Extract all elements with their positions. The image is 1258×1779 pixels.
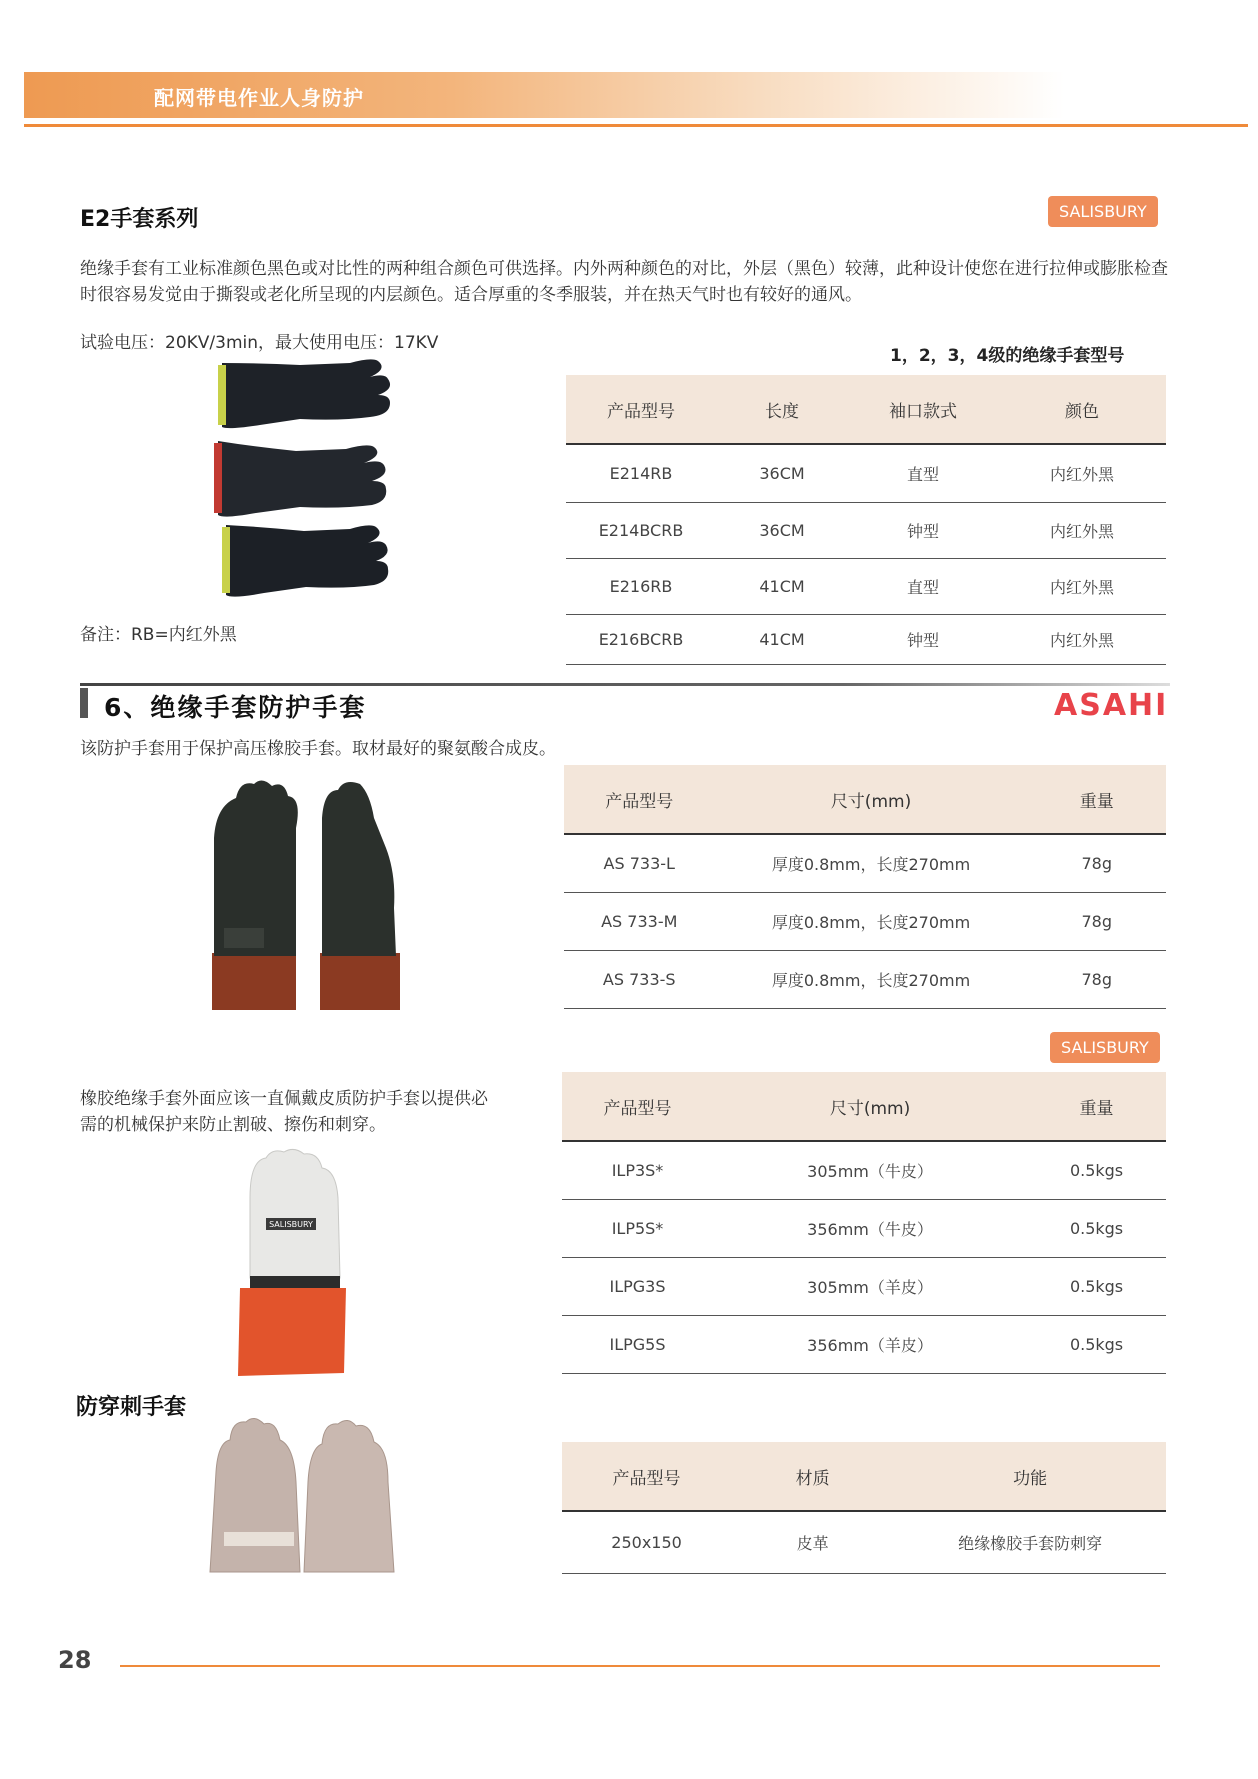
cell-color: 内红外黑: [998, 444, 1166, 502]
leather-description: 橡胶绝缘手套外面应该一直佩戴皮质防护手套以提供必需的机械保护来防止割破、擦伤和刺穿。: [80, 1089, 488, 1135]
cell-model: ILPG5S: [562, 1315, 713, 1373]
leather-glove-icon: [238, 1149, 346, 1376]
section-6-marker: [80, 688, 88, 718]
cell-size: 厚度0.8mm，长度270mm: [715, 950, 1028, 1008]
cell-weight: 0.5kgs: [1027, 1257, 1166, 1315]
cell-size: 厚度0.8mm，长度270mm: [715, 892, 1028, 950]
e2-table: [566, 375, 1166, 665]
col-header-weight: 重量: [1027, 1072, 1166, 1141]
cell-size: 356mm（牛皮）: [713, 1199, 1027, 1257]
cell-size: 305mm（羊皮）: [713, 1257, 1027, 1315]
cell-model: E216BCRB: [566, 614, 716, 664]
cell-weight: 0.5kgs: [1027, 1315, 1166, 1373]
e2-brand-badge: SALISBURY: [1048, 196, 1158, 227]
col-header-model: 产品型号: [562, 1442, 731, 1511]
e2-note: 备注：RB=内红外黑: [80, 625, 237, 645]
e2-description: 绝缘手套有工业标准颜色黑色或对比性的两种组合颜色可供选择。内外两种颜色的对比，外层（黑色）较薄，此种设计使您在进行拉伸或膨胀检查时很容易发觉由于撕裂或老化所呈现的内层颜色。适合厚重的冬季服装，并在热天气时也有较好的通风。: [80, 259, 1168, 305]
table-row: [566, 502, 1166, 558]
protective-glove-icon: [212, 780, 298, 1010]
table-header-row: [562, 1072, 1166, 1141]
cell-model: ILPG3S: [562, 1257, 713, 1315]
cell-function: 绝缘橡胶手套防刺穿: [894, 1511, 1166, 1573]
cell-model: E214BCRB: [566, 502, 716, 558]
cell-material: 皮革: [731, 1511, 894, 1573]
leather-glove-image: [236, 1148, 356, 1378]
header-title: 配网带电作业人身防护: [154, 86, 364, 110]
cell-model: E216RB: [566, 558, 716, 614]
black-glove-icon: [214, 441, 386, 517]
cell-size: 356mm（羊皮）: [713, 1315, 1027, 1373]
cell-model: ILP3S*: [562, 1141, 713, 1199]
col-header-model: 产品型号: [564, 765, 715, 834]
protective-gloves-image: [210, 778, 410, 1010]
e2-gloves-image: [200, 355, 410, 605]
cell-model: AS 733-M: [564, 892, 715, 950]
puncture-glove-icon: [304, 1420, 394, 1572]
col-header-model: 产品型号: [566, 375, 716, 444]
cell-length: 41CM: [716, 614, 848, 664]
col-header-material: 材质: [731, 1442, 894, 1511]
col-header-cuff: 袖口款式: [848, 375, 998, 444]
col-header-size: 尺寸(mm): [713, 1072, 1027, 1141]
section-6-title: 6、绝缘手套防护手套: [104, 693, 367, 722]
table-row: [566, 444, 1166, 502]
header-divider: [24, 124, 1248, 127]
cell-model: AS 733-L: [564, 834, 715, 892]
table-header-row: [562, 1442, 1166, 1511]
puncture-gloves-image: [204, 1412, 400, 1578]
table-row: [562, 1141, 1166, 1199]
col-header-color: 颜色: [998, 375, 1166, 444]
cell-cuff: 钟型: [848, 614, 998, 664]
cell-model: 250x150: [562, 1511, 731, 1573]
leather-table: [562, 1072, 1166, 1374]
col-header-function: 功能: [894, 1442, 1166, 1511]
table-header-row: [564, 765, 1166, 834]
cell-color: 内红外黑: [998, 558, 1166, 614]
col-header-model: 产品型号: [562, 1072, 713, 1141]
black-glove-icon: [218, 359, 390, 428]
cell-size: 厚度0.8mm，长度270mm: [715, 834, 1028, 892]
table-row: [564, 950, 1166, 1008]
e2-voltage: 试验电压：20KV/3min，最大使用电压：17KV: [80, 333, 439, 353]
cell-model: E214RB: [566, 444, 716, 502]
cell-weight: 78g: [1028, 950, 1166, 1008]
cell-model: ILP5S*: [562, 1199, 713, 1257]
glove-label-text: SALISBURY: [269, 1220, 313, 1229]
col-header-weight: 重量: [1028, 765, 1166, 834]
table-row: [566, 558, 1166, 614]
e2-table-caption: 1，2，3，4级的绝缘手套型号: [890, 346, 1125, 366]
black-glove-icon: [222, 525, 388, 597]
puncture-glove-icon: [210, 1418, 300, 1572]
table-header-row: [566, 375, 1166, 444]
table-row: [562, 1511, 1166, 1573]
cell-color: 内红外黑: [998, 614, 1166, 664]
section-6-divider: [80, 683, 1170, 686]
col-header-size: 尺寸(mm): [715, 765, 1028, 834]
footer-divider: [120, 1665, 1160, 1667]
cell-weight: 78g: [1028, 834, 1166, 892]
cell-weight: 0.5kgs: [1027, 1141, 1166, 1199]
table-row: [562, 1199, 1166, 1257]
cell-cuff: 钟型: [848, 502, 998, 558]
puncture-section-title: 防穿刺手套: [76, 1395, 187, 1420]
cell-weight: 78g: [1028, 892, 1166, 950]
section-6-description: 该防护手套用于保护高压橡胶手套。取材最好的聚氨酸合成皮。: [80, 739, 556, 759]
table-row: [564, 892, 1166, 950]
puncture-table: [562, 1442, 1166, 1574]
protective-glove-icon: [320, 782, 400, 1010]
sec6-table: [564, 765, 1166, 1009]
table-row: [562, 1315, 1166, 1373]
cell-model: AS 733-S: [564, 950, 715, 1008]
e2-section-title: E2手套系列: [80, 207, 199, 232]
cell-length: 36CM: [716, 502, 848, 558]
col-header-length: 长度: [716, 375, 848, 444]
table-row: [564, 834, 1166, 892]
cell-cuff: 直型: [848, 444, 998, 502]
asahi-logo: ASAHI: [1054, 688, 1169, 723]
page-number: 28: [58, 1646, 92, 1674]
leather-brand-badge: SALISBURY: [1050, 1032, 1160, 1063]
cell-length: 36CM: [716, 444, 848, 502]
table-row: [566, 614, 1166, 664]
cell-cuff: 直型: [848, 558, 998, 614]
table-row: [562, 1257, 1166, 1315]
cell-length: 41CM: [716, 558, 848, 614]
cell-color: 内红外黑: [998, 502, 1166, 558]
cell-weight: 0.5kgs: [1027, 1199, 1166, 1257]
cell-size: 305mm（牛皮）: [713, 1141, 1027, 1199]
